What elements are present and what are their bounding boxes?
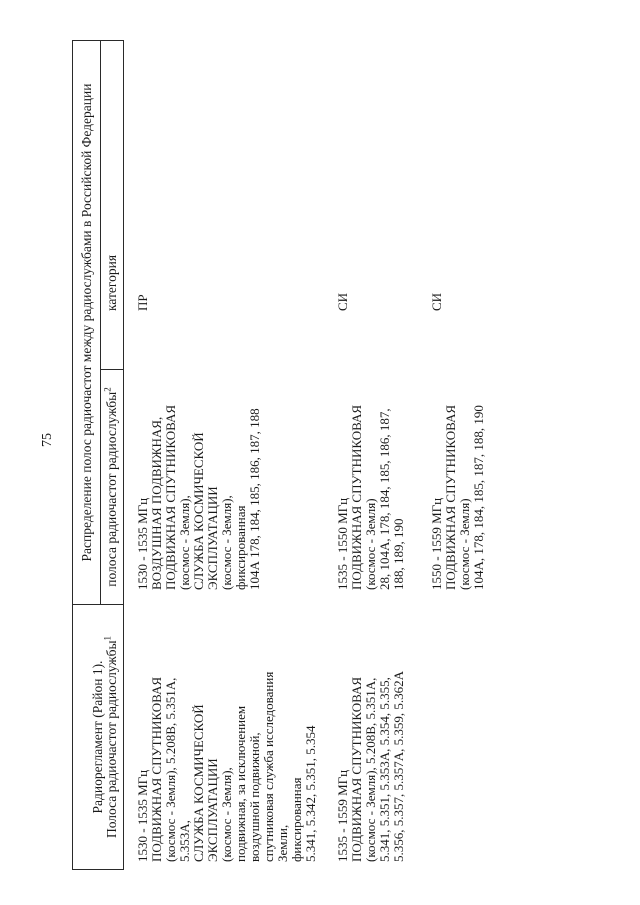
cell-line: ЭКСПЛУАТАЦИИ (205, 758, 220, 862)
cell-line: 5.356, 5.357, 5.357А, 5.359, 5.362А (391, 670, 406, 862)
row-2-category-cell (336, 293, 350, 311)
cell-line: 5.353А, (177, 820, 192, 862)
cell-line: (космос - Земля), (219, 767, 234, 862)
cell-line: подвижная, за исключением (233, 705, 248, 862)
cell-line: ПОДВИЖНАЯ СПУТНИКОВАЯ (443, 404, 458, 590)
cell-line: ПОДВИЖНАЯ СПУТНИКОВАЯ (349, 676, 364, 862)
rf-category-header: категория (104, 254, 119, 311)
row-3-category-cell (430, 293, 444, 311)
row-1-category-cell (136, 294, 150, 311)
cell-line: ПОДВИЖНАЯ СПУТНИКОВАЯ (163, 404, 178, 590)
cell-line: Земли, (275, 824, 290, 862)
cell-line: 1530 - 1535 МГц (135, 497, 150, 590)
cell-line: спутниковая служба исследования (261, 671, 276, 862)
rf-allocation-title: Распределение полос радиочастот между радиослужбами в Российской Федерации (73, 41, 101, 604)
cell-line: 1535 - 1559 МГц (335, 769, 350, 862)
radio-regulations-title: Радиорегламент (Район 1). (90, 660, 105, 814)
rf-band-header (101, 369, 123, 604)
row-2-rf-band-cell (336, 405, 406, 590)
cell-line: (космос - Земля), (219, 495, 234, 590)
rf-allocation-header (73, 41, 123, 604)
cell-line: 5.341, 5.351, 5.353А, 5.354, 5.355, (377, 677, 392, 862)
footnote-mark: 1 (102, 635, 113, 641)
cell-line: 1550 - 1559 МГц (429, 497, 444, 590)
frequency-allocation-table (72, 40, 492, 870)
cell-line: 104А 178, 184, 185, 186, 187, 188 (247, 408, 262, 590)
radio-regulations-subtitle (102, 605, 119, 869)
cell-line: 5.341, 5.342, 5.351, 5.354 (303, 725, 318, 862)
cell-line: 1535 - 1550 МГц (335, 497, 350, 590)
cell-line: СЛУЖБА КОСМИЧЕСКОЙ (191, 432, 206, 590)
table-header (72, 40, 124, 870)
cell-line: (космос - Земля) (457, 498, 472, 590)
radio-regulations-header (73, 604, 123, 869)
cell-line: 28, 104А, 178, 184, 185, 186, 187, (377, 408, 392, 590)
category-value: ПР (135, 294, 150, 311)
row-1-radio-regulations-cell (136, 672, 318, 862)
cell-line: 104А, 178, 184, 185, 187, 188, 190 (471, 405, 486, 590)
cell-line: ПОДВИЖНАЯ СПУТНИКОВАЯ (349, 404, 364, 590)
cell-line: (космос - Земля), 5.208В, 5.351А, (363, 677, 378, 862)
cell-line: (космос - Земля), (177, 495, 192, 590)
rf-band-header-text: полоса радиочастот радиослужбы (104, 391, 119, 587)
row-3-rf-band-cell (430, 405, 486, 590)
footnote-mark: 2 (102, 387, 113, 392)
row-2-radio-regulations-cell (336, 671, 406, 862)
cell-line: ЭКСПЛУАТАЦИИ (205, 486, 220, 590)
cell-line: СЛУЖБА КОСМИЧЕСКОЙ (191, 704, 206, 862)
cell-line: (космос - Земля), 5.208В, 5.351А, (163, 677, 178, 862)
cell-line: 1530 - 1535 МГц (135, 769, 150, 862)
page-number: 75 (40, 433, 55, 447)
cell-line: (космос - Земля) (363, 498, 378, 590)
cell-line: фиксированная (289, 777, 304, 862)
cell-line: фиксированная (233, 505, 248, 590)
cell-line: воздушной подвижной, (247, 732, 262, 862)
radio-regulations-subtitle-text: Полоса радиочастот радиослужбы (104, 640, 119, 839)
row-1-rf-band-cell (136, 405, 262, 590)
category-value: СИ (429, 292, 444, 311)
cell-line: ПОДВИЖНАЯ СПУТНИКОВАЯ (149, 676, 164, 862)
category-value: СИ (335, 292, 350, 311)
cell-line: ВОЗДУШНАЯ ПОДВИЖНАЯ, (149, 416, 164, 590)
cell-line: 188, 189, 190 (391, 518, 406, 590)
